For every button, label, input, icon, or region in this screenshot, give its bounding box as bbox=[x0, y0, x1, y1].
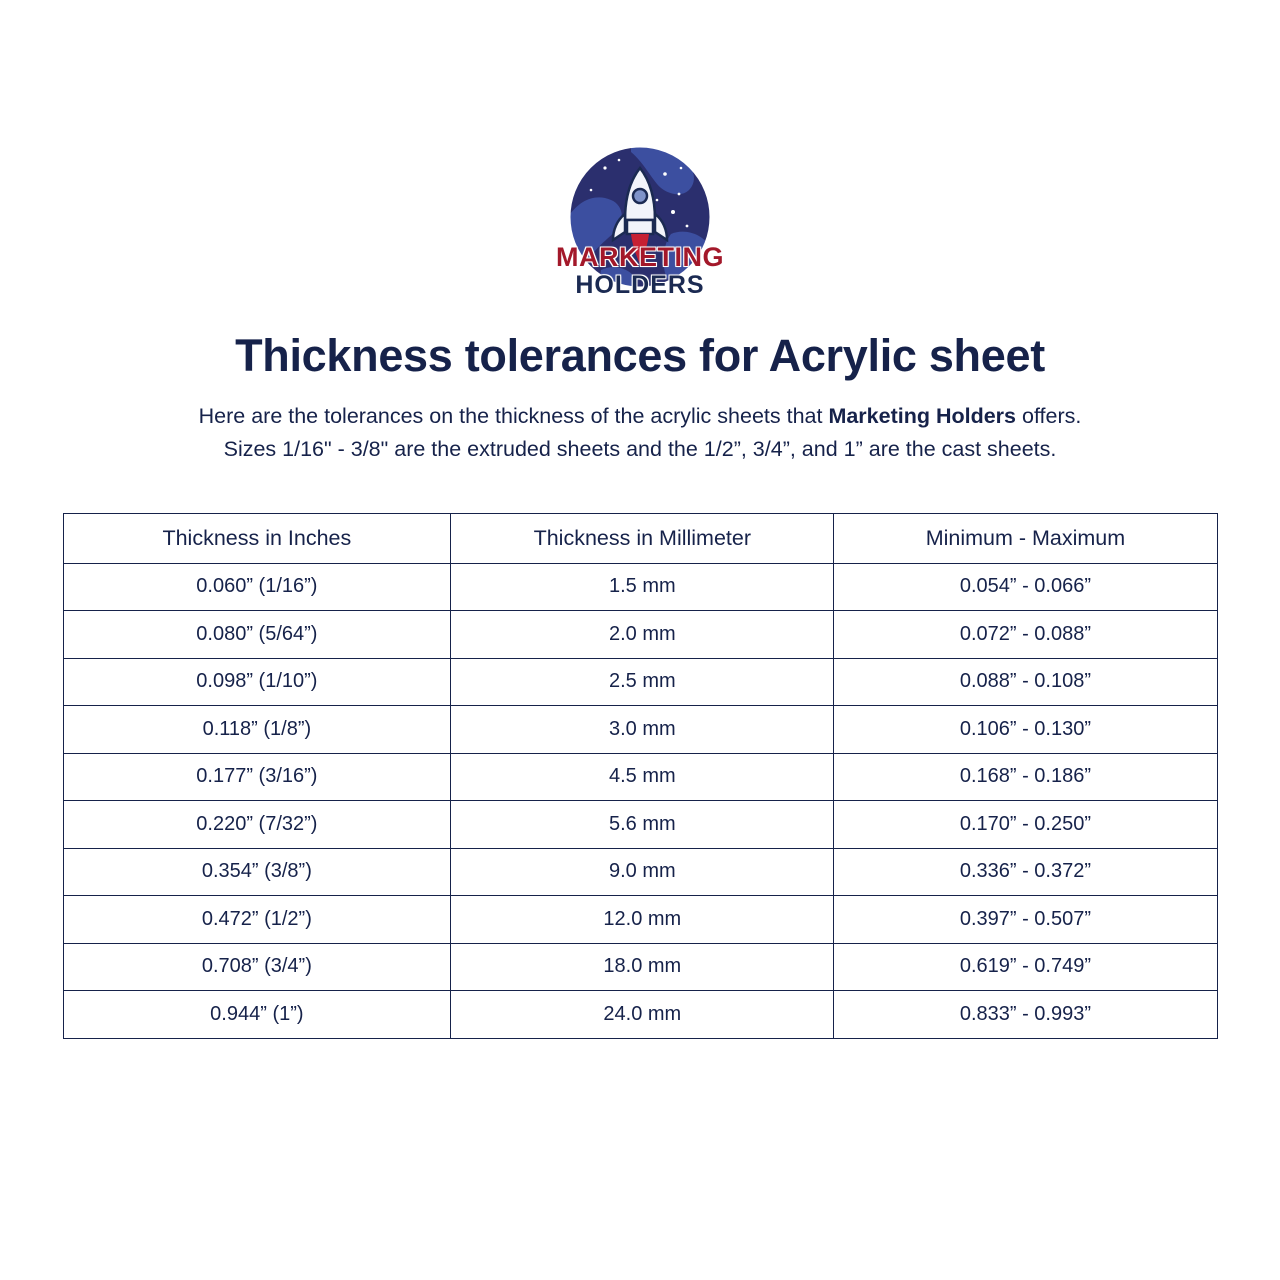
cell-millimeter: 3.0 mm bbox=[451, 706, 834, 754]
cell-min-max: 0.054” - 0.066” bbox=[834, 563, 1217, 611]
cell-millimeter: 9.0 mm bbox=[451, 848, 834, 896]
cell-min-max: 0.336” - 0.372” bbox=[834, 848, 1217, 896]
column-header-millimeter: Thickness in Millimeter bbox=[451, 513, 834, 563]
table-row bbox=[63, 611, 1217, 659]
cell-min-max: 0.619” - 0.749” bbox=[834, 943, 1217, 991]
cell-min-max: 0.170” - 0.250” bbox=[834, 801, 1217, 849]
logo-line-2: HOLDERS bbox=[575, 271, 705, 299]
cell-millimeter: 18.0 mm bbox=[451, 943, 834, 991]
subtitle-text-after: offers. bbox=[1016, 404, 1082, 428]
cell-inches: 0.354” (3/8”) bbox=[63, 848, 451, 896]
table-row bbox=[63, 706, 1217, 754]
cell-millimeter: 12.0 mm bbox=[451, 896, 834, 944]
cell-millimeter: 1.5 mm bbox=[451, 563, 834, 611]
page-subtitle bbox=[60, 400, 1220, 467]
cell-min-max: 0.168” - 0.186” bbox=[834, 753, 1217, 801]
subtitle-line-2: Sizes 1/16" - 3/8" are the extruded sheets and the 1/2”, 3/4”, and 1” are the cast sheets. bbox=[223, 437, 1057, 462]
cell-inches: 0.944” (1”) bbox=[63, 991, 451, 1039]
table-row bbox=[63, 896, 1217, 944]
logo-line-1: MARKETING bbox=[556, 242, 724, 272]
tolerance-table bbox=[63, 513, 1218, 1039]
cell-millimeter: 4.5 mm bbox=[451, 753, 834, 801]
table-row bbox=[63, 943, 1217, 991]
cell-min-max: 0.106” - 0.130” bbox=[834, 706, 1217, 754]
cell-min-max: 0.397” - 0.507” bbox=[834, 896, 1217, 944]
table-row bbox=[63, 658, 1217, 706]
logo-wordmark bbox=[542, 244, 738, 298]
tolerance-table-container bbox=[63, 513, 1218, 1039]
marketing-holders-logo bbox=[542, 138, 738, 314]
cell-inches: 0.220” (7/32”) bbox=[63, 801, 451, 849]
cell-millimeter: 5.6 mm bbox=[451, 801, 834, 849]
table-header-row bbox=[63, 513, 1217, 563]
logo-container bbox=[0, 0, 1280, 314]
table-row bbox=[63, 801, 1217, 849]
cell-millimeter: 2.5 mm bbox=[451, 658, 834, 706]
cell-inches: 0.708” (3/4”) bbox=[63, 943, 451, 991]
cell-inches: 0.177” (3/16”) bbox=[63, 753, 451, 801]
table-row bbox=[63, 753, 1217, 801]
cell-inches: 0.080” (5/64”) bbox=[63, 611, 451, 659]
cell-millimeter: 2.0 mm bbox=[451, 611, 834, 659]
cell-inches: 0.118” (1/8”) bbox=[63, 706, 451, 754]
cell-min-max: 0.072” - 0.088” bbox=[834, 611, 1217, 659]
table-row bbox=[63, 563, 1217, 611]
cell-inches: 0.060” (1/16”) bbox=[63, 563, 451, 611]
page-title: Thickness tolerances for Acrylic sheet bbox=[235, 330, 1045, 381]
cell-inches: 0.472” (1/2”) bbox=[63, 896, 451, 944]
column-header-min-max: Minimum - Maximum bbox=[834, 513, 1217, 563]
subtitle-text-before: Here are the tolerances on the thickness of the acrylic sheets that bbox=[198, 404, 829, 428]
subtitle-brand-name: Marketing Holders bbox=[828, 404, 1017, 428]
cell-inches: 0.098” (1/10”) bbox=[63, 658, 451, 706]
cell-min-max: 0.088” - 0.108” bbox=[834, 658, 1217, 706]
table-row bbox=[63, 848, 1217, 896]
cell-min-max: 0.833” - 0.993” bbox=[834, 991, 1217, 1039]
cell-millimeter: 24.0 mm bbox=[451, 991, 834, 1039]
table-row bbox=[63, 991, 1217, 1039]
column-header-inches: Thickness in Inches bbox=[63, 513, 451, 563]
